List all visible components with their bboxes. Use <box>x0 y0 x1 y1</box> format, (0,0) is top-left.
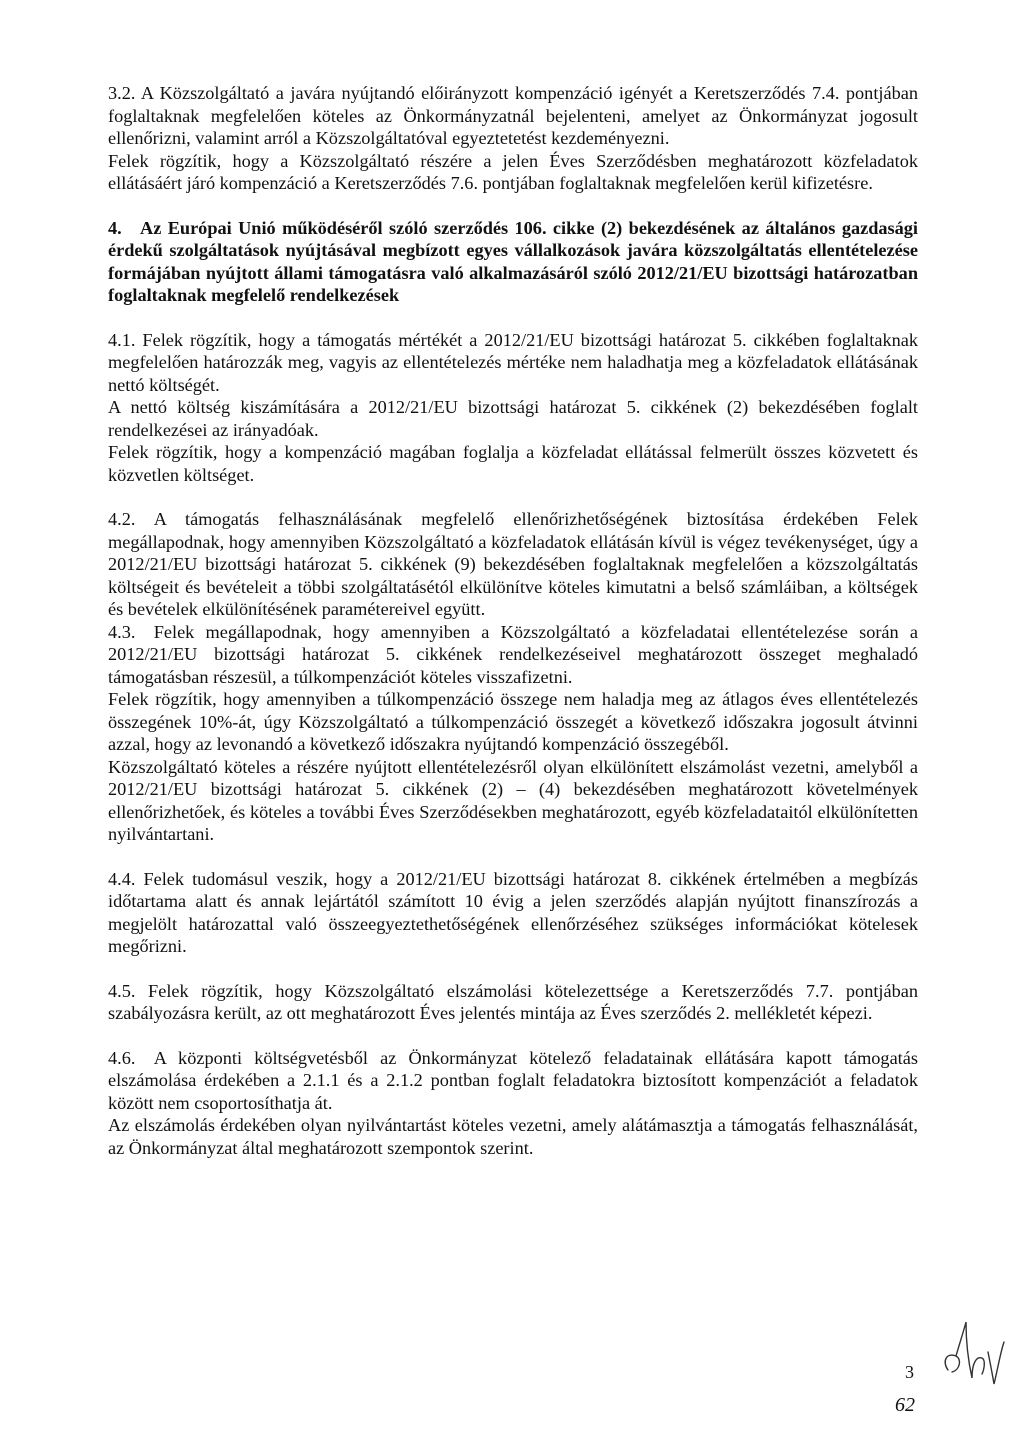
document-body <box>108 82 918 1159</box>
signature-initials <box>938 1312 1008 1392</box>
paragraph-4-1: 4.1. Felek rögzítik, hogy a támogatás mértékét a 2012/21/EU bizottsági határozat 5. cikkében foglaltaknak megfelelően határozzák meg, vagyis az ellentételezés mértéke nem haladhatja meg a közfeladatok ellátásának nettó költségét. <box>108 329 918 395</box>
paragraph-4-5: 4.5. Felek rögzítik, hogy Közszolgáltató elszámolási kötelezettsége a Keretszerződés 7.7. pontjában szabályozásra került, az ott meghatározott Éves jelentés mintája az Éves szerződés 2. mellékletét képezi. <box>108 980 918 1023</box>
paragraph-3-2: 3.2. A Közszolgáltató a javára nyújtandó előirányzott kompenzáció igényét a Keretszerződés 7.4. pontjában foglaltaknak megfelelően köteles az Önkormányzatnál bejelenteni, amelyet az Önkormányzat jogosult ellenőrizni, valamint arról a Közszolgáltatóval egyeztetetést kezdeményezni. <box>108 83 918 148</box>
paragraph-records: Az elszámolás érdekében olyan nyilvántartást köteles vezetni, amely alátámasztja a támogatás felhasználását, az Önkormányzat által meghatározott szempontok szerint. <box>108 1115 918 1158</box>
paragraph-4-2: 4.2. A támogatás felhasználásának megfelelő ellenőrizhetőségének biztosítása érdekében Felek megállapodnak, hogy amennyiben Közszolgáltató a közfeladatok ellátásán kívül is végez tevékenységet, úgy a 2012/21/EU bizottsági határozat 5. cikkének (9) bekezdésében foglaltaknak megfelelően a közszolgáltatás költségeit és bevételeit a többi szolgáltatásétól elkülönítve köteles kimutatni a belső számláiban, a költségek és bevételek elkülönítésének paramétereivel együtt. <box>108 509 918 619</box>
handwritten-page-number: 62 <box>895 1394 915 1416</box>
paragraph-4-6: 4.6. A központi költségvetésből az Önkormányzat kötelező feladatainak ellátására kapott támogatás elszámolása érdekében a 2.1.1 és a 2.1.2 pontban foglalt feladatokra biztosított kompenzációt a feladatok között nem csoportosíthatja át. <box>108 1047 918 1113</box>
paragraph-separate-accounting: Közszolgáltató köteles a részére nyújtott ellentételezésről olyan elkülönített elszámolást vezetni, amelyből a 2012/21/EU bizottsági határozat 5. cikkének (2) – (4) bekezdésében meghatározott követelmények ellenőrizhetőek, és köteles a további Éves Szerződésekben meghatározott, egyéb közfeladataitól elkülönítetten nyilvántartani. <box>108 756 918 844</box>
page-number: 3 <box>905 1362 914 1382</box>
paragraph-4-4: 4.4. Felek tudomásul veszik, hogy a 2012/21/EU bizottsági határozat 8. cikkének értelmében a megbízás időtartama alatt és annak lejártától számított 10 évig a jelen szerződés alapján nyújtott finanszírozás a megjelölt határozattal való összeegyeztethetőségének ellenőrzéséhez szükséges információkat kötelesek megőrizni. <box>108 868 918 956</box>
paragraph-4-3: 4.3. Felek megállapodnak, hogy amennyiben a Közszolgáltató a közfeladatai ellentételezése során a 2012/21/EU bizottsági határozat 5. cikkének rendelkezéseivel meghatározott összeget meghaladó támogatásban részesül, a túlkompenzációt köteles visszafizetni. <box>108 621 918 687</box>
paragraph-compensation-payment: Felek rögzítik, hogy a Közszolgáltató részére a jelen Éves Szerződésben meghatározott közfeladatok ellátásáért járó kompenzáció a Keretszerződés 7.6. pontjában foglaltaknak megfelelően kerül kifizetésre. <box>108 150 918 193</box>
paragraph-compensation-costs: Felek rögzítik, hogy a kompenzáció magában foglalja a közfeladat ellátással felmerült összes közvetett és közvetlen költséget. <box>108 442 918 485</box>
paragraph-net-cost: A nettó költség kiszámítására a 2012/21/EU bizottsági határozat 5. cikkének (2) bekezdésében foglalt rendelkezései az irányadóak. <box>108 397 918 440</box>
paragraph-overcompensation: Felek rögzítik, hogy amennyiben a túlkompenzáció összege nem haladja meg az átlagos éves ellentételezés összegének 10%-át, úgy Közszolgáltató a túlkompenzáció összegét a következő időszakra jogosult átvinni azzal, hogy az levonandó a következő időszakra nyújtandó kompenzáció összegéből. <box>108 689 918 754</box>
section-4-heading: 4. Az Európai Unió működéséről szóló szerződés 106. cikke (2) bekezdésének az általános gazdasági érdekű szolgáltatások nyújtásával megbízott egyes vállalkozások javára közszolgáltatás ellentételezése formájában nyújtott állami támogatásra való alkalmazásáról szóló 2012/21/EU bizottsági határozatban foglaltaknak megfelelő rendelkezések <box>108 217 918 305</box>
